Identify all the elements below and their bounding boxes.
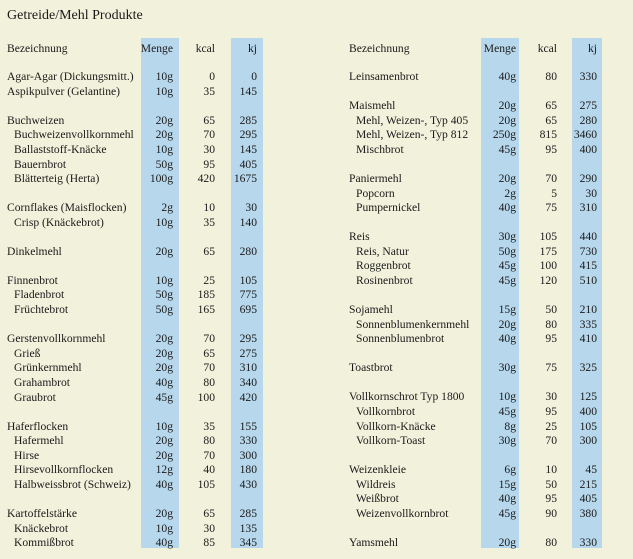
- item-menge: 20g: [498, 318, 516, 331]
- item-name: Mehl, Weizen-, Typ 405: [356, 114, 469, 127]
- item-menge: 250g: [492, 128, 516, 141]
- item-kcal: 80: [203, 376, 215, 389]
- item-menge: 40g: [155, 478, 173, 491]
- item-menge: 50g: [155, 288, 173, 301]
- item-name: Ballaststoff-Knäcke: [14, 143, 107, 156]
- item-kcal: 70: [545, 434, 557, 447]
- item-kcal: 100: [197, 391, 215, 404]
- item-kcal: 70: [203, 128, 215, 141]
- item-kcal: 80: [203, 434, 215, 447]
- item-kcal: 70: [545, 172, 557, 185]
- item-kj: 410: [579, 332, 597, 345]
- item-menge: 30g: [498, 361, 516, 374]
- page-title: Getreide/Mehl Produkte: [7, 8, 143, 23]
- item-kj: 300: [239, 449, 257, 462]
- item-menge: 20g: [498, 172, 516, 185]
- item-kcal: 120: [539, 274, 557, 287]
- item-kj: 310: [579, 201, 597, 214]
- item-name: Buchweizenvollkornmehl: [14, 128, 134, 141]
- item-kcal: 10: [203, 201, 215, 214]
- item-kcal: 80: [545, 536, 557, 549]
- item-kj: 300: [579, 434, 597, 447]
- item-kcal: 95: [203, 158, 215, 171]
- item-kj: 730: [579, 245, 597, 258]
- item-kj: 695: [239, 303, 257, 316]
- item-name: Wildreis: [356, 478, 396, 491]
- item-name: Gerstenvollkornmehl: [7, 332, 106, 345]
- item-kcal: 90: [545, 507, 557, 520]
- item-kj: 405: [239, 158, 257, 171]
- item-kj: 215: [579, 478, 597, 491]
- item-name: Kommißbrot: [14, 536, 74, 549]
- item-name: Blätterteig (Herta): [14, 172, 100, 185]
- item-menge: 20g: [155, 507, 173, 520]
- item-kcal: 815: [539, 128, 557, 141]
- item-name: Fladenbrot: [14, 288, 65, 301]
- item-name: Hirse: [14, 449, 40, 462]
- item-menge: 2g: [161, 201, 173, 214]
- item-kj: 335: [579, 318, 597, 331]
- item-kcal: 175: [539, 245, 557, 258]
- item-kj: 275: [239, 347, 257, 360]
- item-kj: 345: [239, 536, 257, 549]
- item-kj: 275: [579, 99, 597, 112]
- item-name: Cornflakes (Maisflocken): [7, 201, 127, 214]
- item-menge: 45g: [498, 507, 516, 520]
- item-name: Halbweissbrot (Schweiz): [14, 478, 131, 491]
- item-name: Hirsevollkornflocken: [14, 463, 114, 476]
- item-name: Vollkorn-Toast: [356, 434, 426, 447]
- item-name: Popcorn: [356, 187, 395, 200]
- item-kcal: 420: [197, 172, 215, 185]
- item-menge: 100g: [149, 172, 173, 185]
- item-kj: 405: [579, 492, 597, 505]
- item-kj: 1675: [233, 172, 257, 185]
- item-kj: 325: [579, 361, 597, 374]
- item-name: Bauernbrot: [14, 158, 67, 171]
- item-kcal: 100: [539, 259, 557, 272]
- item-kcal: 35: [203, 85, 215, 98]
- item-name: Dinkelmehl: [7, 245, 62, 258]
- item-kj: 0: [251, 70, 257, 83]
- item-name: Weizenvollkornbrot: [356, 507, 449, 520]
- item-menge: 45g: [498, 405, 516, 418]
- item-name: Reis, Natur: [356, 245, 409, 258]
- item-name: Pumpernickel: [356, 201, 421, 214]
- item-kcal: 40: [203, 463, 215, 476]
- item-kj: 285: [239, 507, 257, 520]
- item-name: Roggenbrot: [356, 259, 411, 272]
- item-menge: 8g: [504, 420, 516, 433]
- item-kj: 775: [239, 288, 257, 301]
- item-menge: 50g: [498, 245, 516, 258]
- item-kcal: 30: [545, 390, 557, 403]
- item-name: Agar-Agar (Dickungsmitt.): [7, 70, 134, 83]
- item-kj: 125: [579, 390, 597, 403]
- item-menge: 40g: [155, 536, 173, 549]
- column-header-kj: kj: [587, 42, 597, 55]
- item-kcal: 95: [545, 332, 557, 345]
- item-name: Knäckebrot: [14, 522, 69, 535]
- item-kj: 415: [579, 259, 597, 272]
- item-name: Paniermehl: [349, 172, 402, 185]
- item-menge: 20g: [498, 99, 516, 112]
- column-header-name: Bezeichnung: [7, 42, 68, 55]
- item-kcal: 65: [203, 114, 215, 127]
- item-kcal: 25: [545, 420, 557, 433]
- item-kj: 105: [579, 420, 597, 433]
- item-kj: 430: [239, 478, 257, 491]
- item-kcal: 35: [203, 216, 215, 229]
- item-kj: 105: [239, 274, 257, 287]
- item-name: Sonnenblumenbrot: [356, 332, 445, 345]
- item-menge: 20g: [498, 536, 516, 549]
- item-name: Mehl, Weizen-, Typ 812: [356, 128, 469, 141]
- item-menge: 45g: [155, 391, 173, 404]
- item-kcal: 75: [545, 201, 557, 214]
- item-kcal: 5: [551, 187, 557, 200]
- item-kj: 45: [585, 463, 597, 476]
- item-menge: 20g: [155, 114, 173, 127]
- item-name: Kartoffelstärke: [7, 507, 77, 520]
- item-menge: 6g: [504, 463, 516, 476]
- item-kcal: 95: [545, 143, 557, 156]
- item-name: Weißbrot: [356, 492, 399, 505]
- item-kj: 295: [239, 128, 257, 141]
- item-kcal: 95: [545, 492, 557, 505]
- item-kcal: 85: [203, 536, 215, 549]
- item-menge: 20g: [155, 245, 173, 258]
- item-name: Sonnenblumenkernmehl: [356, 318, 470, 331]
- item-kcal: 105: [197, 478, 215, 491]
- item-kj: 180: [239, 463, 257, 476]
- item-menge: 40g: [155, 376, 173, 389]
- item-name: Früchtebrot: [14, 303, 69, 316]
- item-kj: 330: [239, 434, 257, 447]
- item-kcal: 30: [203, 522, 215, 535]
- item-kj: 140: [239, 216, 257, 229]
- item-kj: 210: [579, 303, 597, 316]
- item-kj: 330: [579, 536, 597, 549]
- item-name: Hafermehl: [14, 434, 64, 447]
- item-kj: 340: [239, 376, 257, 389]
- item-name: Yamsmehl: [349, 536, 399, 549]
- item-name: Crisp (Knäckebrot): [14, 216, 104, 229]
- item-kj: 400: [579, 405, 597, 418]
- item-name: Mischbrot: [356, 143, 404, 156]
- item-menge: 12g: [155, 463, 173, 476]
- item-kj: 295: [239, 332, 257, 345]
- item-kj: 280: [579, 114, 597, 127]
- item-menge: 40g: [498, 492, 516, 505]
- item-menge: 50g: [155, 158, 173, 171]
- column-header-kcal: kcal: [195, 42, 215, 55]
- item-kj: 3460: [573, 128, 597, 141]
- item-kcal: 0: [209, 70, 215, 83]
- item-name: Aspikpulver (Gelantine): [7, 85, 121, 98]
- column-header-kcal: kcal: [537, 42, 557, 55]
- item-menge: 15g: [498, 303, 516, 316]
- item-menge: 10g: [155, 85, 173, 98]
- item-menge: 15g: [498, 478, 516, 491]
- item-kcal: 65: [203, 347, 215, 360]
- item-kj: 400: [579, 143, 597, 156]
- item-menge: 10g: [155, 420, 173, 433]
- item-name: Sojamehl: [349, 303, 393, 316]
- item-kcal: 65: [545, 99, 557, 112]
- item-menge: 40g: [498, 201, 516, 214]
- column-header-menge: Menge: [140, 42, 173, 55]
- item-kj: 380: [579, 507, 597, 520]
- item-kcal: 10: [545, 463, 557, 476]
- item-menge: 20g: [155, 449, 173, 462]
- item-kcal: 80: [545, 70, 557, 83]
- item-kj: 30: [585, 187, 597, 200]
- item-name: Toastbrot: [349, 361, 393, 374]
- item-menge: 10g: [155, 70, 173, 83]
- item-kcal: 70: [203, 332, 215, 345]
- item-menge: 20g: [155, 434, 173, 447]
- item-menge: 20g: [155, 332, 173, 345]
- item-kcal: 165: [197, 303, 215, 316]
- item-menge: 40g: [498, 70, 516, 83]
- item-menge: 45g: [498, 259, 516, 272]
- item-kcal: 50: [545, 478, 557, 491]
- item-menge: 50g: [155, 303, 173, 316]
- item-kj: 510: [579, 274, 597, 287]
- item-name: Haferflocken: [7, 420, 69, 433]
- item-kj: 440: [579, 230, 597, 243]
- item-menge: 20g: [498, 114, 516, 127]
- item-menge: 20g: [155, 347, 173, 360]
- item-kcal: 65: [203, 507, 215, 520]
- column-header-name: Bezeichnung: [349, 42, 410, 55]
- item-kcal: 105: [539, 230, 557, 243]
- item-menge: 2g: [504, 187, 516, 200]
- item-kj: 135: [239, 522, 257, 535]
- item-menge: 20g: [155, 128, 173, 141]
- item-menge: 30g: [498, 434, 516, 447]
- item-kcal: 65: [545, 114, 557, 127]
- item-kj: 145: [239, 85, 257, 98]
- item-menge: 10g: [498, 390, 516, 403]
- item-name: Weizenkleie: [349, 463, 407, 476]
- item-kj: 280: [239, 245, 257, 258]
- item-kcal: 65: [203, 245, 215, 258]
- item-menge: 10g: [155, 274, 173, 287]
- item-menge: 10g: [155, 522, 173, 535]
- item-name: Grieß: [14, 347, 41, 360]
- item-kcal: 185: [197, 288, 215, 301]
- item-kcal: 50: [545, 303, 557, 316]
- item-kj: 330: [579, 70, 597, 83]
- item-name: Buchweizen: [7, 114, 65, 127]
- column-header-menge: Menge: [483, 42, 516, 55]
- item-name: Grahambrot: [14, 376, 71, 389]
- item-kcal: 80: [545, 318, 557, 331]
- item-kj: 420: [239, 391, 257, 404]
- item-menge: 20g: [155, 361, 173, 374]
- item-name: Vollkorn-Knäcke: [356, 420, 436, 433]
- item-name: Grünkernmehl: [14, 361, 82, 374]
- item-menge: 30g: [498, 230, 516, 243]
- item-kcal: 75: [545, 361, 557, 374]
- item-kj: 145: [239, 143, 257, 156]
- item-kj: 30: [245, 201, 257, 214]
- item-kcal: 70: [203, 361, 215, 374]
- item-kcal: 30: [203, 143, 215, 156]
- item-kj: 155: [239, 420, 257, 433]
- item-name: Vollkornbrot: [356, 405, 416, 418]
- item-kj: 285: [239, 114, 257, 127]
- item-menge: 40g: [498, 332, 516, 345]
- item-kcal: 25: [203, 274, 215, 287]
- item-menge: 10g: [155, 143, 173, 156]
- item-kcal: 35: [203, 420, 215, 433]
- item-name: Graubrot: [14, 391, 56, 404]
- item-name: Maismehl: [349, 99, 396, 112]
- item-name: Reis: [349, 230, 370, 243]
- item-kcal: 70: [203, 449, 215, 462]
- item-menge: 45g: [498, 143, 516, 156]
- column-header-kj: kj: [247, 42, 257, 55]
- item-name: Finnenbrot: [7, 274, 58, 287]
- item-name: Vollkornschrot Typ 1800: [349, 390, 465, 403]
- item-kj: 290: [579, 172, 597, 185]
- item-menge: 45g: [498, 274, 516, 287]
- item-kj: 310: [239, 361, 257, 374]
- item-menge: 10g: [155, 216, 173, 229]
- item-name: Rosinenbrot: [356, 274, 413, 287]
- item-kcal: 95: [545, 405, 557, 418]
- item-name: Leinsamenbrot: [349, 70, 419, 83]
